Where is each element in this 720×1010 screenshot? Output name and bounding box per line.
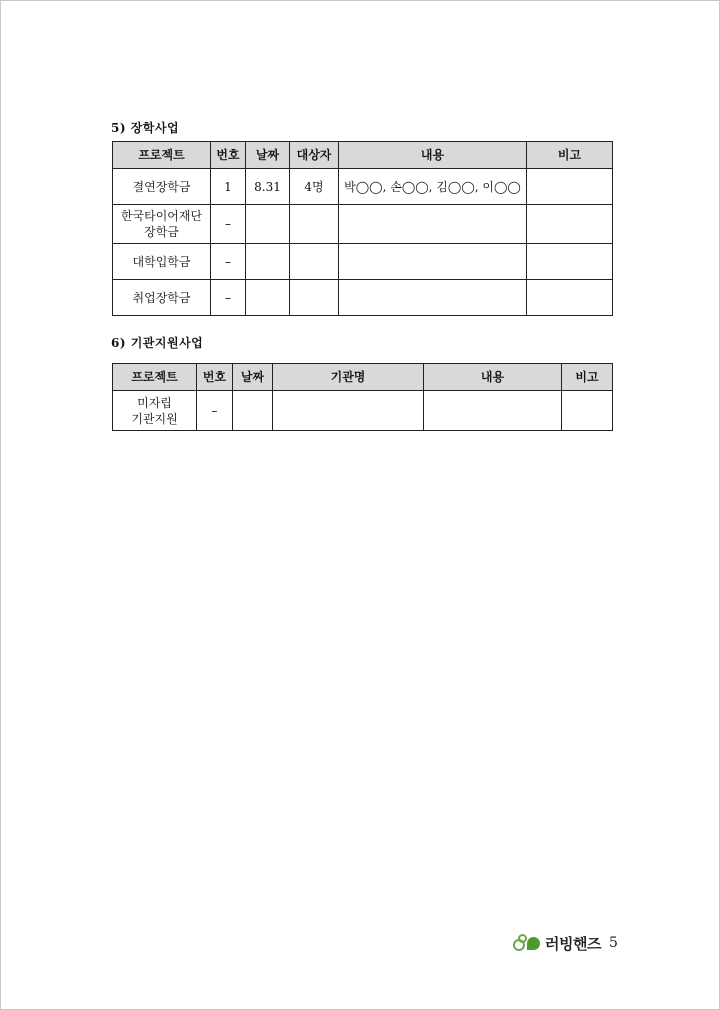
cell-target [290, 244, 339, 280]
cell-content [339, 205, 527, 244]
header-date: 날짜 [233, 364, 273, 391]
cell-number: – [211, 244, 246, 280]
logo-text: 러빙핸즈 [545, 934, 601, 953]
cell-target: 4명 [290, 169, 339, 205]
scholarship-table [112, 141, 613, 316]
section-6-title: 6) 기관지원사업 [111, 336, 204, 350]
page-footer [513, 931, 618, 955]
cell-note [527, 205, 613, 244]
cell-target [290, 280, 339, 316]
header-number: 번호 [197, 364, 233, 391]
cell-number: – [211, 280, 246, 316]
table-row [113, 391, 613, 431]
cell-note [527, 280, 613, 316]
table-header-row [113, 364, 613, 391]
cell-note [527, 244, 613, 280]
header-project: 프로젝트 [113, 364, 197, 391]
header-date: 날짜 [246, 142, 290, 169]
cell-project: 한국타이어재단 장학금 [113, 205, 211, 244]
table-row [113, 244, 613, 280]
header-project: 프로젝트 [113, 142, 211, 169]
cell-date [246, 244, 290, 280]
page-number: 5 [608, 935, 618, 951]
cell-number: – [211, 205, 246, 244]
cell-project: 미자립 기관지원 [113, 391, 197, 431]
cell-number: – [197, 391, 233, 431]
table-row [113, 205, 613, 244]
cell-organization [273, 391, 424, 431]
header-content: 내용 [339, 142, 527, 169]
section-5-title: 5) 장학사업 [111, 121, 180, 135]
institution-support-table [112, 363, 613, 431]
cell-date [246, 205, 290, 244]
cell-date [246, 280, 290, 316]
header-content: 내용 [424, 364, 562, 391]
header-note: 비고 [562, 364, 613, 391]
cell-content: 박◯◯, 손◯◯, 김◯◯, 이◯◯ [339, 169, 527, 205]
cell-project: 취업장학금 [113, 280, 211, 316]
cell-content [424, 391, 562, 431]
cell-note [562, 391, 613, 431]
cell-project: 결연장학금 [113, 169, 211, 205]
cell-target [290, 205, 339, 244]
header-number: 번호 [211, 142, 246, 169]
cell-content [339, 244, 527, 280]
header-organization: 기관명 [273, 364, 424, 391]
cell-date: 8.31 [246, 169, 290, 205]
table-header-row [113, 142, 613, 169]
table-row [113, 280, 613, 316]
cell-content [339, 280, 527, 316]
cell-project: 대학입학금 [113, 244, 211, 280]
table-row [113, 169, 613, 205]
loving-hands-logo-icon [513, 933, 541, 953]
header-note: 비고 [527, 142, 613, 169]
header-target: 대상자 [290, 142, 339, 169]
cell-note [527, 169, 613, 205]
cell-date [233, 391, 273, 431]
cell-number: 1 [211, 169, 246, 205]
